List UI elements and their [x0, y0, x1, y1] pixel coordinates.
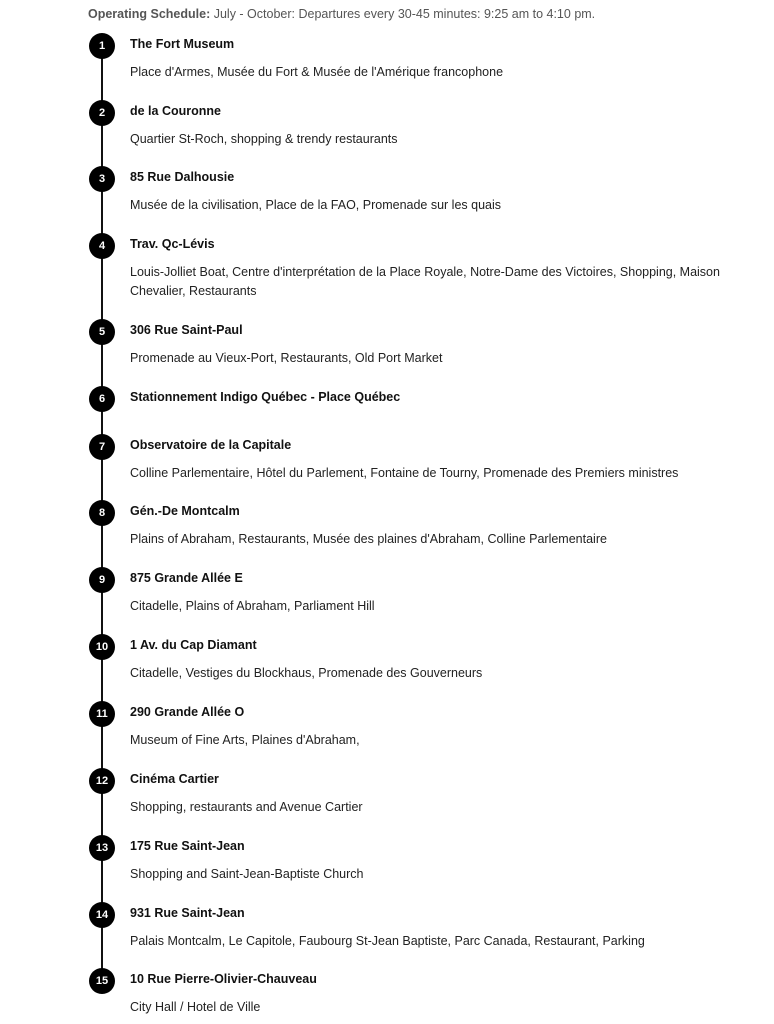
stop-name: 10 Rue Pierre-Olivier-Chauveau: [130, 972, 317, 986]
stop-description: Plains of Abraham, Restaurants, Musée des plaines d'Abraham, Colline Parlementaire: [130, 532, 607, 546]
stop-number-badge: 15: [89, 968, 115, 994]
stop-number-badge: 6: [89, 386, 115, 412]
stop-description: Shopping, restaurants and Avenue Cartier: [130, 800, 363, 814]
stop-description: Citadelle, Plains of Abraham, Parliament Hill: [130, 599, 375, 613]
stop-description: Quartier St-Roch, shopping & trendy restaurants: [130, 132, 398, 146]
stop-number-badge: 1: [89, 33, 115, 59]
stop-number-badge: 9: [89, 567, 115, 593]
stop-number-badge: 5: [89, 319, 115, 345]
stop-description: Museum of Fine Arts, Plaines d'Abraham,: [130, 733, 360, 747]
schedule-label: Operating Schedule:: [88, 7, 211, 21]
stop-description: Citadelle, Vestiges du Blockhaus, Promenade des Gouverneurs: [130, 666, 483, 680]
stop-description: Colline Parlementaire, Hôtel du Parlement, Fontaine de Tourny, Promenade des Premiers ministres: [130, 466, 679, 480]
stop-name: 875 Grande Allée E: [130, 571, 243, 585]
stop-number-badge: 4: [89, 233, 115, 259]
stop-description: Palais Montcalm, Le Capitole, Faubourg St-Jean Baptiste, Parc Canada, Restaurant, Parking: [130, 934, 645, 948]
operating-schedule: [88, 7, 595, 21]
stop-name: 175 Rue Saint-Jean: [130, 839, 245, 853]
stop-name: 306 Rue Saint-Paul: [130, 323, 243, 337]
stop-number-badge: 3: [89, 166, 115, 192]
stop-name: de la Couronne: [130, 104, 221, 118]
stop-name: 1 Av. du Cap Diamant: [130, 638, 257, 652]
stop-description: Place d'Armes, Musée du Fort & Musée de l'Amérique francophone: [130, 65, 504, 79]
stop-number-badge: 7: [89, 434, 115, 460]
stop-name: Stationnement Indigo Québec - Place Québec: [130, 390, 401, 404]
stop-name: 290 Grande Allée O: [130, 705, 245, 719]
stop-name: Gén.-De Montcalm: [130, 504, 240, 518]
stop-description: Shopping and Saint-Jean-Baptiste Church: [130, 867, 364, 881]
stop-description: Musée de la civilisation, Place de la FAO, Promenade sur les quais: [130, 198, 502, 212]
stop-name: 931 Rue Saint-Jean: [130, 906, 245, 920]
stop-number-badge: 12: [89, 768, 115, 794]
schedule-text: July - October: Departures every 30-45 minutes: 9:25 am to 4:10 pm.: [210, 7, 596, 21]
stop-number-badge: 10: [89, 634, 115, 660]
stop-description: Promenade au Vieux-Port, Restaurants, Old Port Market: [130, 351, 443, 365]
stop-name: The Fort Museum: [130, 37, 235, 51]
stop-number-badge: 14: [89, 902, 115, 928]
stop-name: 85 Rue Dalhousie: [130, 170, 235, 184]
stop-name: Trav. Qc-Lévis: [130, 237, 215, 251]
stop-number-badge: 13: [89, 835, 115, 861]
stop-number-badge: 2: [89, 100, 115, 126]
stop-description: Louis-Jolliet Boat, Centre d'interprétation de la Place Royale, Notre-Dame des Victoires, Shopping, Maison Chevalier, Restaurants: [130, 265, 720, 298]
stop-description: City Hall / Hotel de Ville: [130, 1000, 261, 1014]
stop-number-badge: 8: [89, 500, 115, 526]
stop-number-badge: 11: [89, 701, 115, 727]
stop-name: Observatoire de la Capitale: [130, 438, 292, 452]
stop-name: Cinéma Cartier: [130, 772, 219, 786]
